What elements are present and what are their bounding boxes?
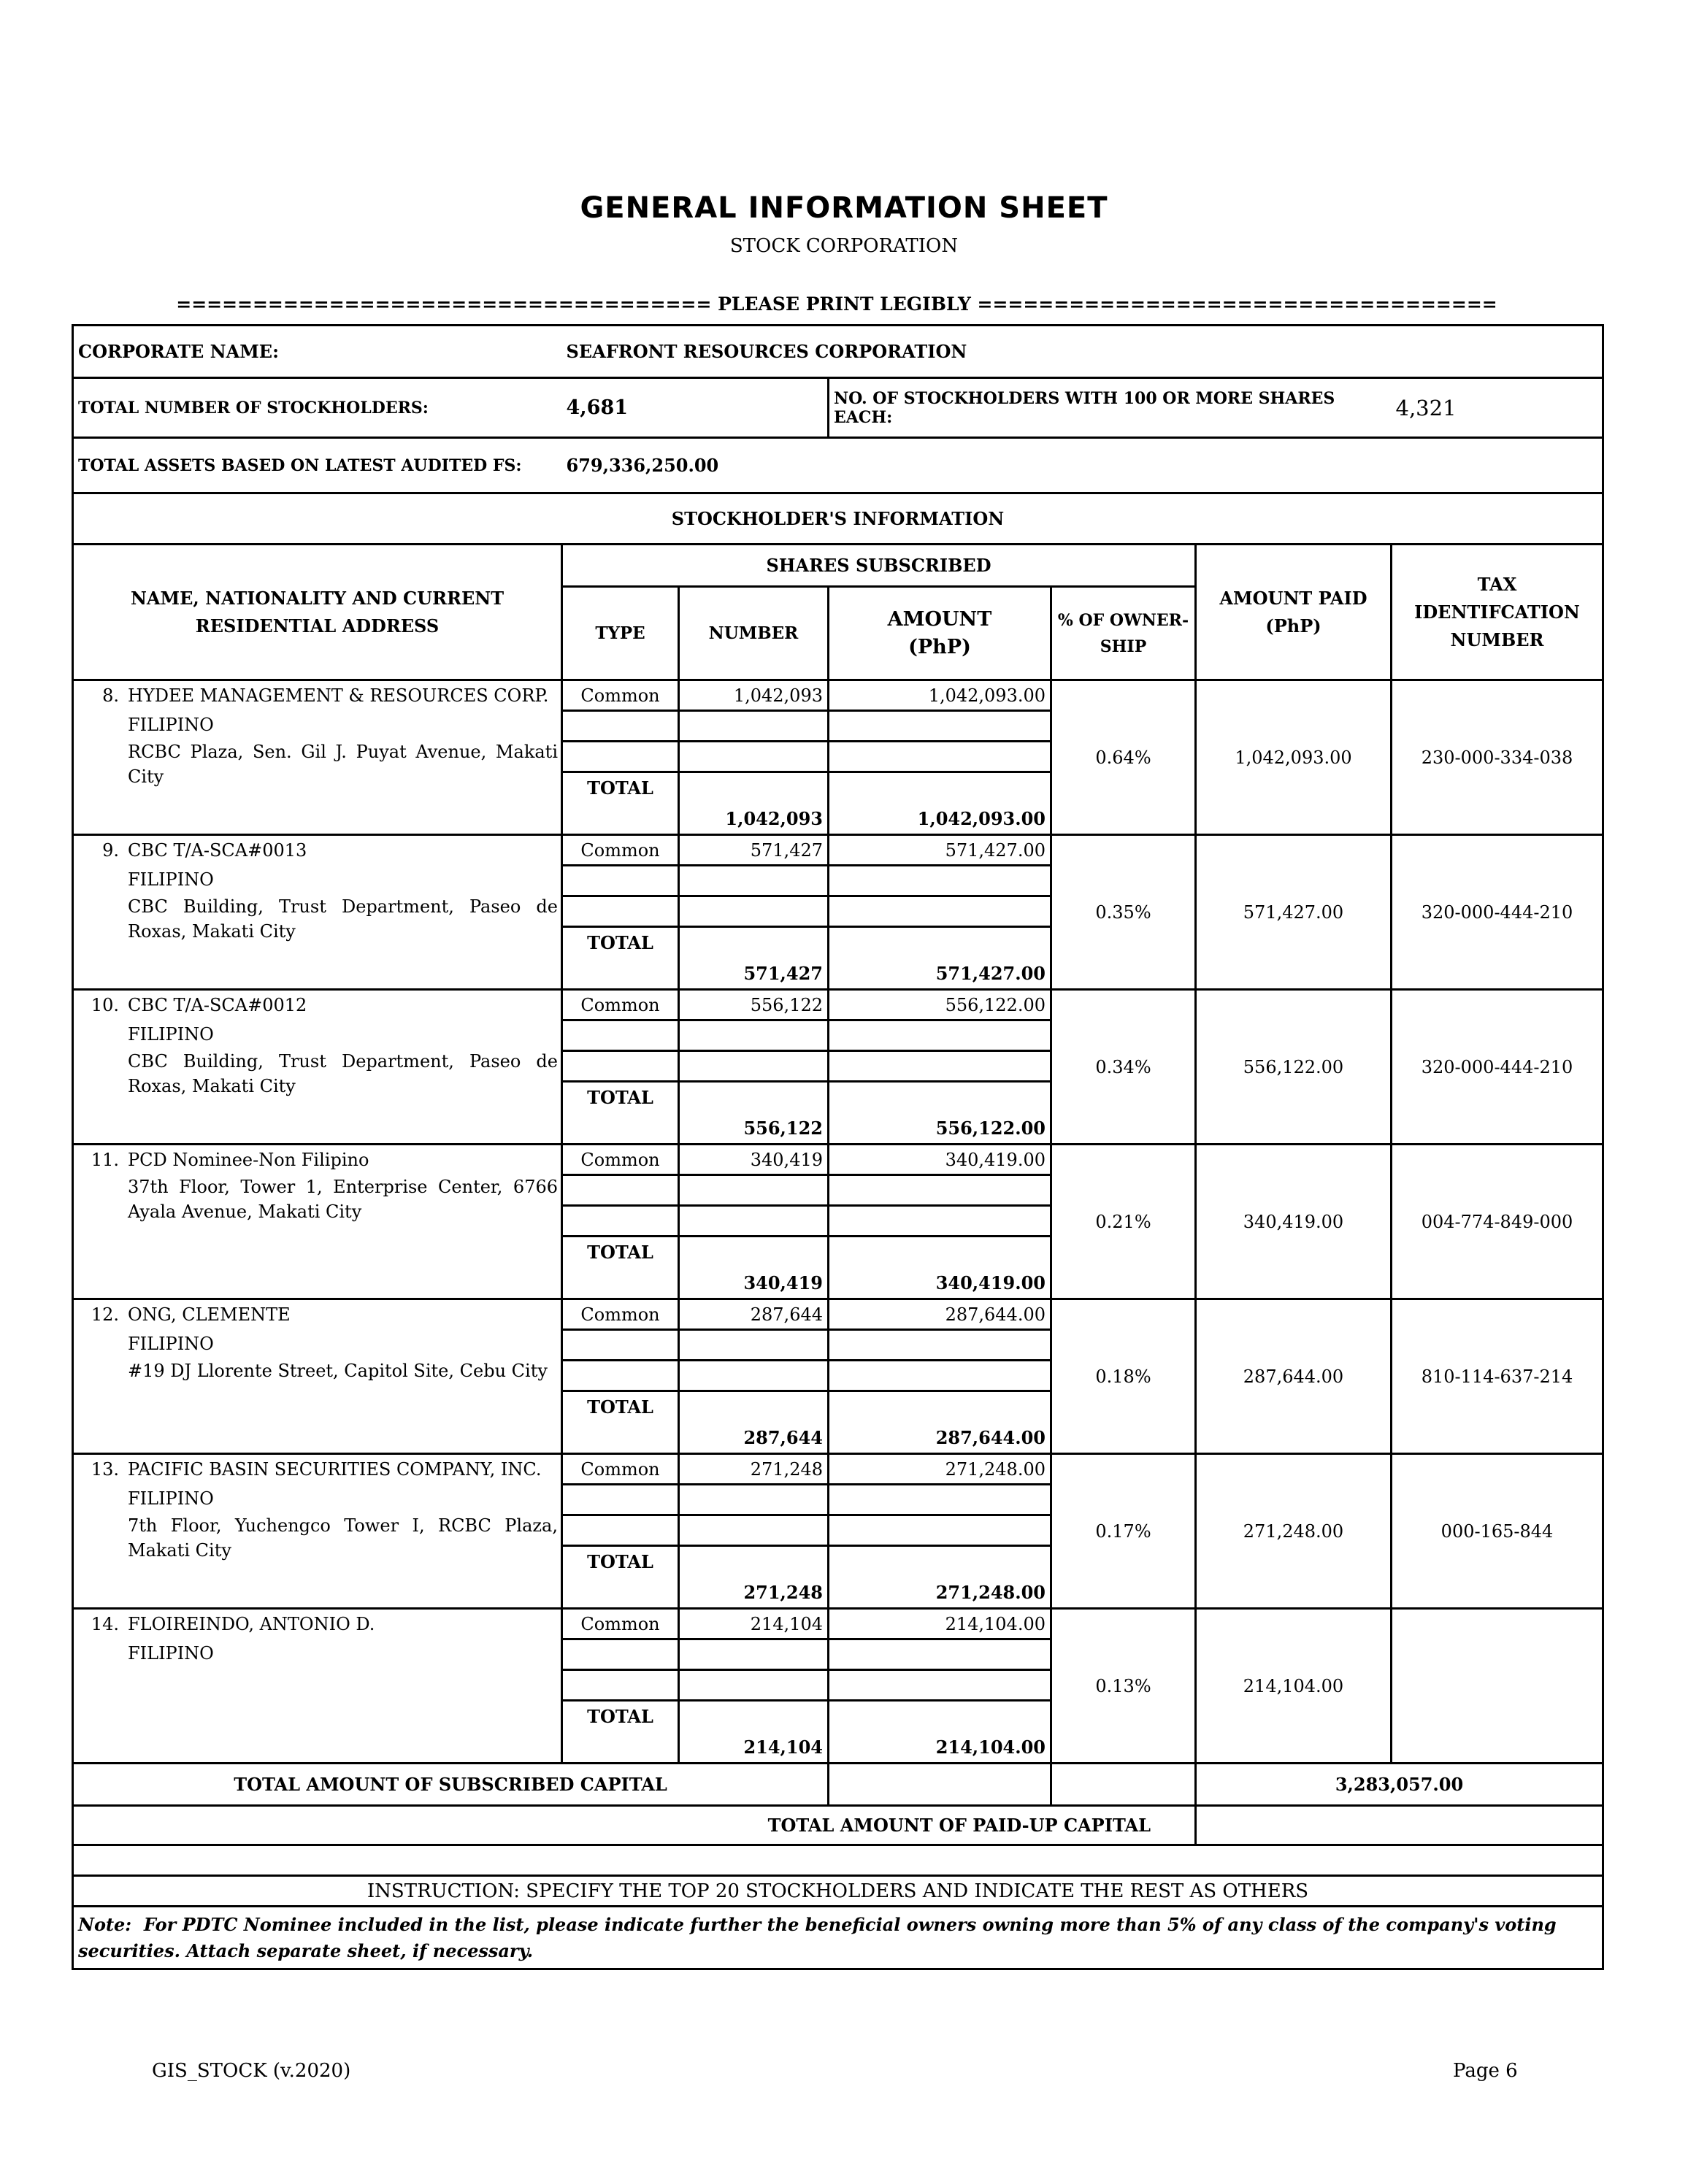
total-label: TOTAL xyxy=(562,927,679,990)
blank-share-cell xyxy=(679,742,829,772)
stockholder-name-cell xyxy=(73,1145,562,1299)
share-amount: 214,104.00 xyxy=(829,1609,1051,1639)
share-type: Common xyxy=(562,990,679,1020)
col-header-tin-line1: TAX xyxy=(1477,573,1517,595)
col-header-name: NAME, NATIONALITY AND CURRENT RESIDENTIAL ADDRESS xyxy=(73,545,562,680)
total-amount: 1,042,093.00 xyxy=(829,772,1051,835)
print-legibly-banner: =================================== PLEASE PRINT LEGIBLY ================================== xyxy=(176,293,1497,315)
total-stockholders-value: 4,681 xyxy=(562,378,829,438)
blank-share-cell xyxy=(679,1485,829,1515)
stockholder-number: 12. xyxy=(91,1304,119,1325)
amount-paid: 340,419.00 xyxy=(1196,1145,1392,1299)
share-number: 287,644 xyxy=(679,1299,829,1330)
total-amount: 571,427.00 xyxy=(829,927,1051,990)
share-type: Common xyxy=(562,1145,679,1175)
stockholder-row xyxy=(73,990,1603,1020)
total-number: 571,427 xyxy=(679,927,829,990)
stockholder-name-cell xyxy=(73,990,562,1145)
corporate-name-label: CORPORATE NAME: xyxy=(73,326,562,378)
note-text: For PDTC Nominee included in the list, please indicate further the beneficial owners owning more than 5% of any class of the company's voting securities. Attach separate sheet, if necessary. xyxy=(78,1913,1557,1961)
total-amount: 556,122.00 xyxy=(829,1082,1051,1145)
hundred-shares-value: 4,321 xyxy=(1392,378,1603,438)
blank-share-cell xyxy=(829,1515,1051,1546)
blank-share-cell xyxy=(829,866,1051,896)
share-amount: 556,122.00 xyxy=(829,990,1051,1020)
stockholder-address: #19 DJ Llorente Street, Capitol Site, Cebu City xyxy=(128,1361,548,1381)
ownership-percent: 0.64% xyxy=(1051,680,1196,835)
stockholder-nationality: FILIPINO xyxy=(128,869,214,890)
note-label: Note: xyxy=(78,1913,132,1935)
subscribed-capital-value: 3,283,057.00 xyxy=(1196,1764,1603,1806)
hundred-shares-label: NO. OF STOCKHOLDERS WITH 100 OR MORE SHARES EACH: xyxy=(829,378,1392,438)
share-amount: 1,042,093.00 xyxy=(829,680,1051,711)
stockholder-name-cell xyxy=(73,1609,562,1764)
total-label: TOTAL xyxy=(562,1082,679,1145)
page-number: Page 6 xyxy=(1453,2060,1518,2082)
stockholder-number: 8. xyxy=(102,685,119,706)
stockholder-name: CBC T/A-SCA#0012 xyxy=(128,995,307,1015)
blank-share-cell xyxy=(562,896,679,927)
blank-share-cell xyxy=(679,1639,829,1670)
blank-share-cell xyxy=(829,1206,1051,1237)
stockholder-address: 7th Floor, Yuchengco Tower I, RCBC Plaza, Makati City xyxy=(128,1515,558,1561)
ownership-percent: 0.17% xyxy=(1051,1454,1196,1609)
share-type: Common xyxy=(562,680,679,711)
col-header-amount-paid xyxy=(1196,545,1392,680)
amount-paid: 1,042,093.00 xyxy=(1196,680,1392,835)
col-header-amount xyxy=(829,587,1051,680)
blank-share-cell xyxy=(679,1175,829,1206)
share-amount: 271,248.00 xyxy=(829,1454,1051,1485)
total-number: 271,248 xyxy=(679,1546,829,1609)
total-number: 556,122 xyxy=(679,1082,829,1145)
blank-share-cell xyxy=(562,1670,679,1701)
total-number: 214,104 xyxy=(679,1701,829,1764)
amount-paid: 271,248.00 xyxy=(1196,1454,1392,1609)
stockholder-nationality: FILIPINO xyxy=(128,715,214,735)
stockholder-number: 14. xyxy=(91,1614,119,1634)
blank-share-cell xyxy=(679,1361,829,1391)
blank-share-cell xyxy=(562,1515,679,1546)
blank-share-cell xyxy=(679,1206,829,1237)
stockholder-address: RCBC Plaza, Sen. Gil J. Puyat Avenue, Makati City xyxy=(128,742,558,787)
share-type: Common xyxy=(562,1299,679,1330)
note-row xyxy=(73,1907,1603,1969)
paidup-capital-row xyxy=(73,1806,1603,1845)
col-header-tin-line3: NUMBER xyxy=(1450,628,1544,650)
col-header-amount-paid-line2: (PhP) xyxy=(1265,615,1321,637)
share-amount: 287,644.00 xyxy=(829,1299,1051,1330)
col-header-type: TYPE xyxy=(562,587,679,680)
blank-share-cell xyxy=(562,1206,679,1237)
stockholder-address: 37th Floor, Tower 1, Enterprise Center, 6766 Ayala Avenue, Makati City xyxy=(128,1177,558,1222)
blank-share-cell xyxy=(679,1670,829,1701)
total-label: TOTAL xyxy=(562,1701,679,1764)
instruction-row xyxy=(73,1876,1603,1907)
stockholder-name: FLOIREINDO, ANTONIO D. xyxy=(128,1614,375,1634)
spacer-row xyxy=(73,1845,1603,1876)
section-title: STOCKHOLDER'S INFORMATION xyxy=(73,493,1603,545)
ownership-percent: 0.13% xyxy=(1051,1609,1196,1764)
col-header-ownership xyxy=(1051,587,1196,680)
total-assets-value: 679,336,250.00 xyxy=(562,438,1603,493)
total-label: TOTAL xyxy=(562,1546,679,1609)
blank-share-cell xyxy=(562,1051,679,1082)
blank-share-cell xyxy=(679,896,829,927)
blank-share-cell xyxy=(562,742,679,772)
blank-share-cell xyxy=(562,1175,679,1206)
instruction-text: INSTRUCTION: SPECIFY THE TOP 20 STOCKHOLDERS AND INDICATE THE REST AS OTHERS xyxy=(73,1876,1603,1907)
blank-share-cell xyxy=(679,711,829,742)
stockholder-row xyxy=(73,1145,1603,1175)
col-header-amount-line2: (PhP) xyxy=(908,635,971,658)
blank-share-cell xyxy=(829,711,1051,742)
col-header-ownership-line1: % OF OWNER- xyxy=(1057,610,1189,630)
total-amount: 287,644.00 xyxy=(829,1391,1051,1454)
tax-id-number: 230-000-334-038 xyxy=(1392,680,1603,835)
blank-share-cell xyxy=(679,866,829,896)
paidup-capital-value xyxy=(1196,1806,1603,1845)
amount-paid: 556,122.00 xyxy=(1196,990,1392,1145)
tax-id-number xyxy=(1392,1609,1603,1764)
paidup-capital-label: TOTAL AMOUNT OF PAID-UP CAPITAL xyxy=(73,1806,1196,1845)
stockholder-row xyxy=(73,1609,1603,1639)
stockholder-name-cell xyxy=(73,680,562,835)
blank-share-cell xyxy=(829,1175,1051,1206)
total-label: TOTAL xyxy=(562,1391,679,1454)
stockholder-number: 9. xyxy=(102,840,119,861)
share-type: Common xyxy=(562,835,679,866)
stockholder-number: 13. xyxy=(91,1459,119,1480)
spacer-cell xyxy=(73,1845,1603,1876)
stockholder-address: CBC Building, Trust Department, Paseo de Roxas, Makati City xyxy=(128,896,558,942)
stockholder-name-cell xyxy=(73,1454,562,1609)
total-number: 1,042,093 xyxy=(679,772,829,835)
stockholder-nationality: FILIPINO xyxy=(128,1024,214,1045)
share-amount: 340,419.00 xyxy=(829,1145,1051,1175)
stockholder-row xyxy=(73,835,1603,866)
total-assets-label: TOTAL ASSETS BASED ON LATEST AUDITED FS: xyxy=(73,438,562,493)
stockholder-row xyxy=(73,1454,1603,1485)
stockholder-number: 10. xyxy=(91,995,119,1015)
blank-share-cell xyxy=(562,1330,679,1361)
col-header-ownership-line2: SHIP xyxy=(1100,637,1147,656)
tax-id-number: 810-114-637-214 xyxy=(1392,1299,1603,1454)
total-amount: 271,248.00 xyxy=(829,1546,1051,1609)
col-header-tin xyxy=(1392,545,1603,680)
total-label: TOTAL xyxy=(562,772,679,835)
stockholder-nationality: FILIPINO xyxy=(128,1334,214,1354)
share-number: 1,042,093 xyxy=(679,680,829,711)
share-number: 571,427 xyxy=(679,835,829,866)
total-label: TOTAL xyxy=(562,1237,679,1299)
col-header-shares: SHARES SUBSCRIBED xyxy=(562,545,1196,587)
blank-share-cell xyxy=(562,711,679,742)
blank-share-cell xyxy=(562,1485,679,1515)
share-number: 271,248 xyxy=(679,1454,829,1485)
amount-paid: 571,427.00 xyxy=(1196,835,1392,990)
stockholder-number: 11. xyxy=(91,1150,119,1170)
subscribed-capital-row xyxy=(73,1764,1603,1806)
column-header-row-1 xyxy=(73,545,1603,587)
total-assets-row xyxy=(73,438,1603,493)
corporate-name-row xyxy=(73,326,1603,378)
amount-paid: 287,644.00 xyxy=(1196,1299,1392,1454)
blank-share-cell xyxy=(829,1670,1051,1701)
blank-share-cell xyxy=(829,1020,1051,1051)
tax-id-number: 000-165-844 xyxy=(1392,1454,1603,1609)
stockholder-nationality: FILIPINO xyxy=(128,1488,214,1509)
blank-share-cell xyxy=(562,1361,679,1391)
blank-share-cell xyxy=(829,1485,1051,1515)
blank-share-cell xyxy=(829,1051,1051,1082)
blank-share-cell xyxy=(829,1361,1051,1391)
total-number: 287,644 xyxy=(679,1391,829,1454)
blank-share-cell xyxy=(829,742,1051,772)
col-header-amount-paid-line1: AMOUNT PAID xyxy=(1219,587,1367,609)
ownership-percent: 0.34% xyxy=(1051,990,1196,1145)
blank-share-cell xyxy=(679,1330,829,1361)
blank-share-cell xyxy=(829,896,1051,927)
subscribed-capital-label: TOTAL AMOUNT OF SUBSCRIBED CAPITAL xyxy=(73,1764,829,1806)
tax-id-number: 004-774-849-000 xyxy=(1392,1145,1603,1299)
stockholder-name: PCD Nominee-Non Filipino xyxy=(128,1150,369,1170)
subscribed-ownership-blank xyxy=(1051,1764,1196,1806)
share-type: Common xyxy=(562,1454,679,1485)
tax-id-number: 320-000-444-210 xyxy=(1392,990,1603,1145)
stockholder-name: HYDEE MANAGEMENT & RESOURCES CORP. xyxy=(128,685,549,706)
ownership-percent: 0.21% xyxy=(1051,1145,1196,1299)
stockholder-name-cell xyxy=(73,835,562,990)
share-number: 340,419 xyxy=(679,1145,829,1175)
stockholder-name: ONG, CLEMENTE xyxy=(128,1304,291,1325)
blank-share-cell xyxy=(679,1020,829,1051)
col-header-tin-line2: IDENTIFCATION xyxy=(1414,601,1580,623)
stockholder-name: CBC T/A-SCA#0013 xyxy=(128,840,307,861)
tax-id-number: 320-000-444-210 xyxy=(1392,835,1603,990)
blank-share-cell xyxy=(679,1051,829,1082)
total-stockholders-label: TOTAL NUMBER OF STOCKHOLDERS: xyxy=(73,378,562,438)
blank-share-cell xyxy=(562,866,679,896)
col-header-number: NUMBER xyxy=(679,587,829,680)
share-amount: 571,427.00 xyxy=(829,835,1051,866)
total-amount: 214,104.00 xyxy=(829,1701,1051,1764)
col-header-amount-line1: AMOUNT xyxy=(887,607,992,631)
blank-share-cell xyxy=(679,1515,829,1546)
section-title-row xyxy=(73,493,1603,545)
blank-share-cell xyxy=(562,1639,679,1670)
corporate-name-value: SEAFRONT RESOURCES CORPORATION xyxy=(562,326,1603,378)
stockholder-address: CBC Building, Trust Department, Paseo de Roxas, Makati City xyxy=(128,1051,558,1096)
gis-table xyxy=(72,324,1604,1970)
note-cell xyxy=(73,1907,1603,1969)
ownership-percent: 0.35% xyxy=(1051,835,1196,990)
total-amount: 340,419.00 xyxy=(829,1237,1051,1299)
stockholder-name: PACIFIC BASIN SECURITIES COMPANY, INC. xyxy=(128,1459,542,1480)
share-number: 556,122 xyxy=(679,990,829,1020)
total-number: 340,419 xyxy=(679,1237,829,1299)
share-type: Common xyxy=(562,1609,679,1639)
document-title: GENERAL INFORMATION SHEET xyxy=(580,191,1108,225)
stockholder-row xyxy=(73,1299,1603,1330)
form-version: GIS_STOCK (v.2020) xyxy=(152,2060,351,2082)
subscribed-capital-blank xyxy=(829,1764,1051,1806)
stockholder-nationality: FILIPINO xyxy=(128,1643,214,1664)
stockholder-count-row xyxy=(73,378,1603,438)
amount-paid: 214,104.00 xyxy=(1196,1609,1392,1764)
stockholder-name-cell xyxy=(73,1299,562,1454)
ownership-percent: 0.18% xyxy=(1051,1299,1196,1454)
blank-share-cell xyxy=(562,1020,679,1051)
document-subtitle: STOCK CORPORATION xyxy=(729,235,959,257)
blank-share-cell xyxy=(829,1330,1051,1361)
share-number: 214,104 xyxy=(679,1609,829,1639)
blank-share-cell xyxy=(829,1639,1051,1670)
stockholder-row xyxy=(73,680,1603,711)
